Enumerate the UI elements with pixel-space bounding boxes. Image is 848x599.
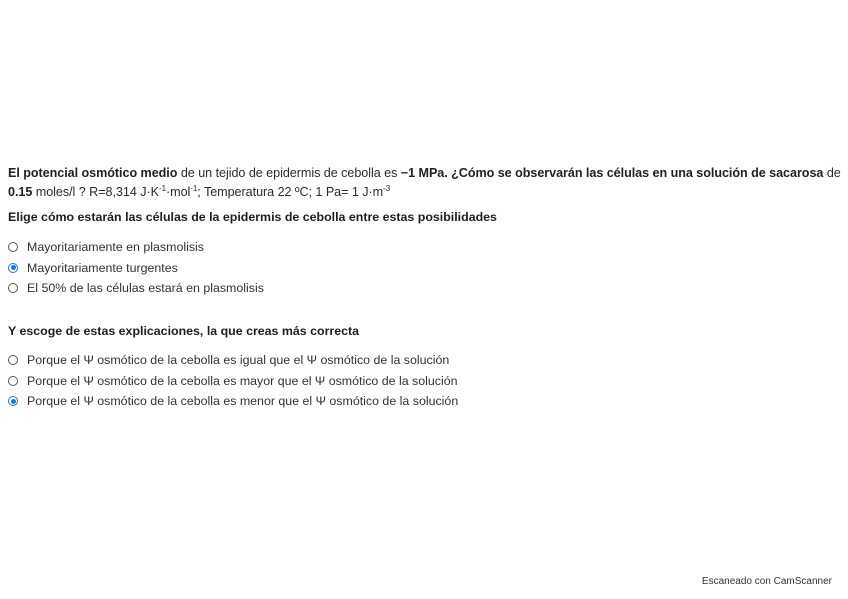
radio-button[interactable]	[8, 242, 18, 252]
cell-state-options	[8, 237, 264, 299]
radio-button-selected[interactable]	[8, 263, 18, 273]
option-label: Porque el Ψ osmótico de la cebolla es igual que el Ψ osmótico de la solución	[27, 353, 450, 368]
option-label: Mayoritariamente en plasmolisis	[27, 240, 204, 255]
superscript-1: -1	[158, 184, 166, 193]
scanner-watermark: Escaneado con CamScanner	[701, 576, 832, 587]
radio-button[interactable]	[8, 376, 18, 386]
option-label: Mayoritariamente turgentes	[27, 260, 178, 275]
question-text	[8, 164, 844, 202]
question-text-5: ; Temperatura 22 ºC; 1 Pa= 1 J·m	[197, 185, 384, 199]
option-greater[interactable]	[8, 371, 458, 392]
question-bold-3: 0.15	[8, 185, 33, 199]
option-half-plasmolysis[interactable]	[8, 278, 264, 299]
question-text-2: de	[823, 166, 841, 180]
option-turgid[interactable]	[8, 258, 264, 279]
question-text-1: de un tejido de epidermis de cebolla es	[177, 166, 401, 180]
section-1-heading: Elige cómo estarán las células de la epidermis de cebolla entre estas posibilidades	[8, 210, 497, 224]
section-2-heading: Y escoge de estas explicaciones, la que creas más correcta	[8, 324, 360, 338]
question-bold-2: −1 MPa. ¿Cómo se observarán las células en una solución de sacarosa	[400, 166, 824, 180]
option-plasmolysis[interactable]	[8, 237, 264, 258]
question-bold-1: El potencial osmótico medio	[8, 166, 178, 180]
option-equal[interactable]	[8, 350, 458, 371]
radio-button[interactable]	[8, 283, 18, 293]
option-less[interactable]	[8, 391, 458, 412]
superscript-2: -1	[190, 184, 198, 193]
radio-button[interactable]	[8, 355, 18, 365]
option-label: Porque el Ψ osmótico de la cebolla es menor que el Ψ osmótico de la solución	[27, 394, 459, 409]
option-label: El 50% de las células estará en plasmolisis	[27, 281, 264, 296]
explanation-options	[8, 350, 458, 412]
radio-button-selected[interactable]	[8, 396, 18, 406]
question-text-4: ·mol	[165, 185, 191, 199]
question-text-3: moles/l ? R=8,314 J·K	[32, 185, 159, 199]
option-label: Porque el Ψ osmótico de la cebolla es mayor que el Ψ osmótico de la solución	[27, 373, 458, 388]
superscript-3: -3	[383, 184, 391, 193]
